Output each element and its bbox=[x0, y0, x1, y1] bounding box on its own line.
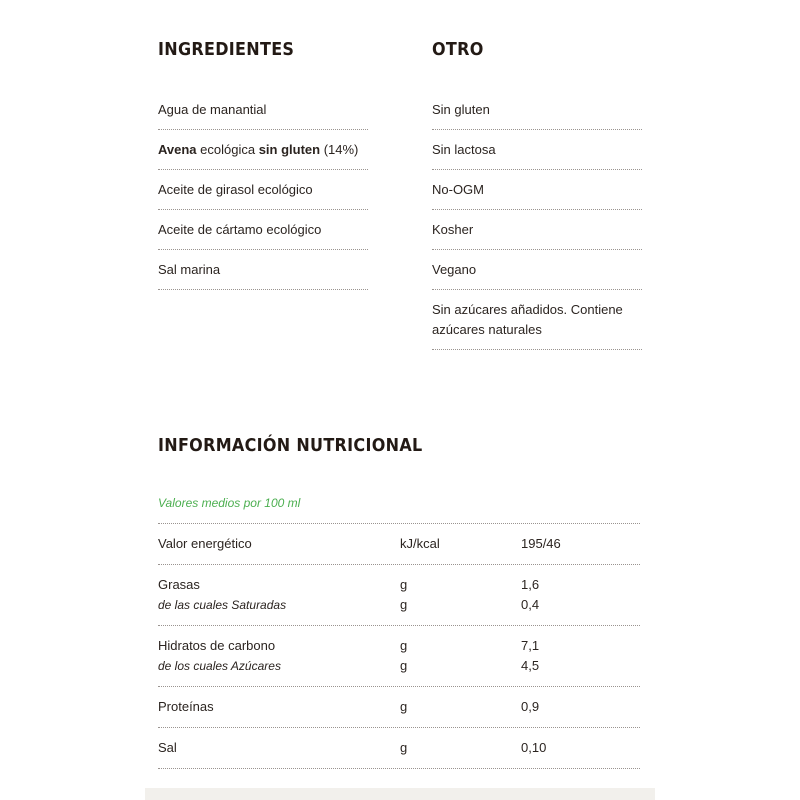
otro-list bbox=[432, 90, 642, 350]
otro-item: Sin gluten bbox=[432, 90, 642, 130]
ingredient-text: (14%) bbox=[320, 142, 359, 157]
ingredient-item bbox=[158, 210, 368, 250]
nutrition-table bbox=[158, 523, 640, 769]
nutrient-unit: g bbox=[400, 699, 408, 714]
nutricional-heading: INFORMACIÓN NUTRICIONAL bbox=[158, 434, 423, 456]
nutrient-unit: kJ/kcal bbox=[400, 536, 440, 551]
ingredient-item bbox=[158, 170, 368, 210]
ingredient-item bbox=[158, 130, 368, 170]
nutrient-name: Sal bbox=[158, 740, 177, 755]
footer-band bbox=[145, 788, 655, 800]
nutrition-subline bbox=[158, 656, 640, 676]
ingredient-item bbox=[158, 90, 368, 130]
ingredient-bold-text: sin gluten bbox=[258, 142, 321, 157]
nutrition-row bbox=[158, 728, 640, 769]
nutrition-row bbox=[158, 565, 640, 626]
nutrient-unit: g bbox=[400, 740, 408, 755]
nutricional-subtitle: Valores medios por 100 ml bbox=[158, 496, 301, 510]
nutrient-value: 0,10 bbox=[521, 740, 547, 755]
nutrient-name: de los cuales Azúcares bbox=[158, 659, 281, 673]
ingredient-text: Aceite de girasol ecológico bbox=[158, 182, 313, 197]
ingredient-text: Aceite de cártamo ecológico bbox=[158, 222, 322, 237]
nutrient-value: 1,6 bbox=[521, 577, 540, 592]
nutrient-name: Proteínas bbox=[158, 699, 214, 714]
nutrition-line bbox=[158, 575, 640, 595]
ingredientes-heading: INGREDIENTES bbox=[158, 38, 295, 60]
otro-item: Kosher bbox=[432, 210, 642, 250]
ingredient-item bbox=[158, 250, 368, 290]
ingredient-text: ecológica bbox=[196, 142, 259, 157]
otro-item: Sin azúcares añadidos. Contiene azúcares naturales bbox=[432, 290, 642, 350]
nutrient-value: 0,9 bbox=[521, 699, 540, 714]
nutrient-value: 4,5 bbox=[521, 658, 540, 673]
nutrient-unit: g bbox=[400, 597, 408, 612]
nutrient-value: 0,4 bbox=[521, 597, 540, 612]
nutrient-value: 195/46 bbox=[521, 536, 561, 551]
nutrition-row bbox=[158, 687, 640, 728]
nutrition-line bbox=[158, 738, 640, 758]
nutrition-subline bbox=[158, 595, 640, 615]
nutrition-row bbox=[158, 626, 640, 687]
ingredient-text: Agua de manantial bbox=[158, 102, 267, 117]
nutrient-name: Valor energético bbox=[158, 536, 252, 551]
ingredient-bold-text: Avena bbox=[158, 142, 197, 157]
nutrition-line bbox=[158, 697, 640, 717]
ingredientes-list bbox=[158, 90, 368, 290]
nutrient-name: Grasas bbox=[158, 577, 200, 592]
nutrient-name: de las cuales Saturadas bbox=[158, 598, 287, 612]
nutrient-value: 7,1 bbox=[521, 638, 540, 653]
ingredient-text: Sal marina bbox=[158, 262, 221, 277]
otro-item: Sin lactosa bbox=[432, 130, 642, 170]
nutrition-row bbox=[158, 524, 640, 565]
nutrition-line bbox=[158, 534, 640, 554]
nutrition-line bbox=[158, 636, 640, 656]
nutrient-unit: g bbox=[400, 658, 408, 673]
otro-heading: OTRO bbox=[432, 38, 484, 60]
otro-item: Vegano bbox=[432, 250, 642, 290]
otro-item: No-OGM bbox=[432, 170, 642, 210]
nutrient-unit: g bbox=[400, 638, 408, 653]
nutrient-name: Hidratos de carbono bbox=[158, 638, 276, 653]
nutrient-unit: g bbox=[400, 577, 408, 592]
